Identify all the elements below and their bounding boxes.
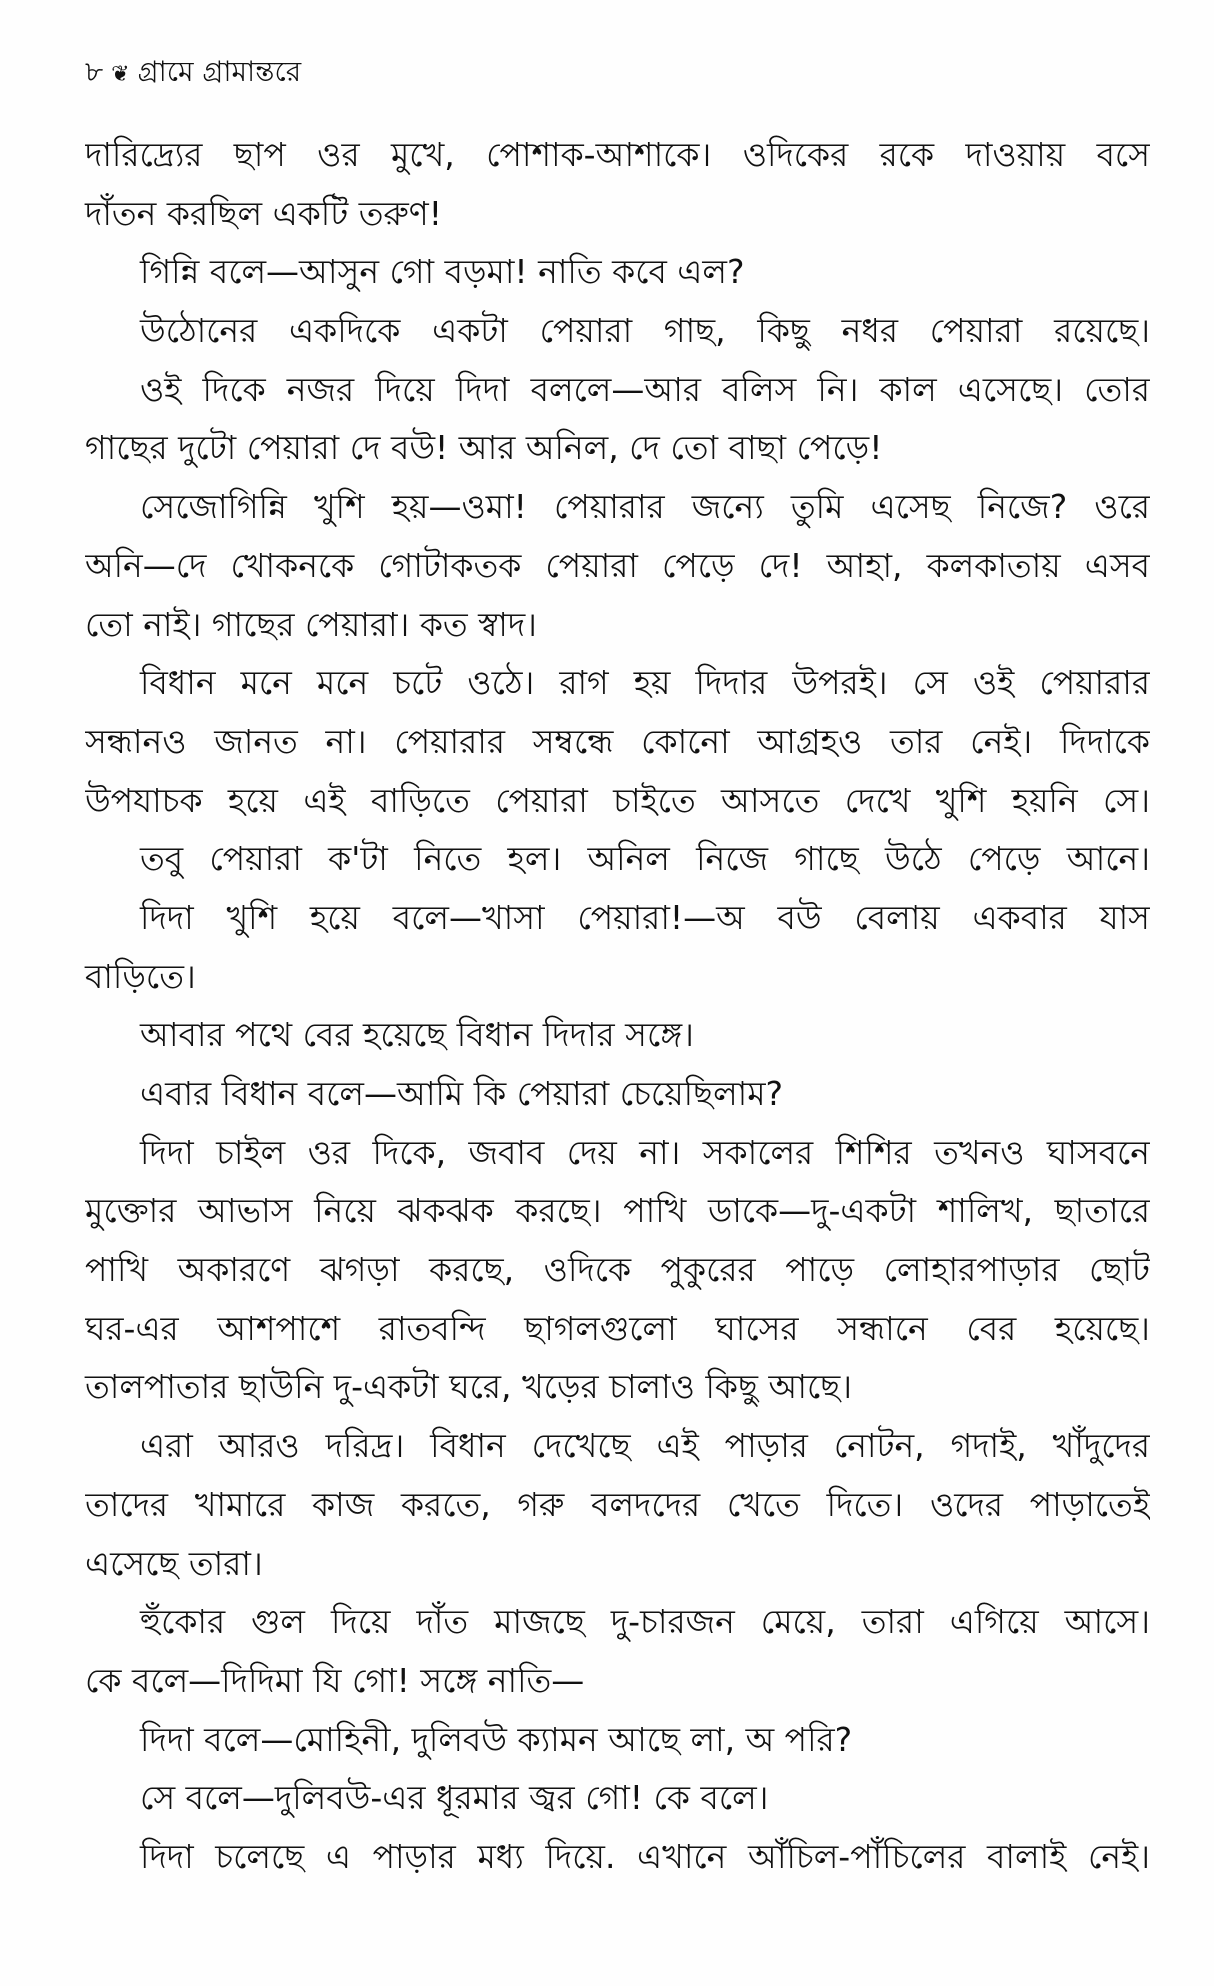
text-line: দারিদ্র্যের ছাপ ওর মুখে, পোশাক-আশাকে। ওদিকের রকে দাওয়ায় বসে: [85, 135, 1150, 174]
text-line: এরা আরও দরিদ্র। বিধান দেখেছে এই পাড়ার নোটন, গদাই, খাঁদুদের: [140, 1426, 1150, 1466]
text-line: কে বলে—দিদিমা যি গো! সঙ্গে নাতি—: [85, 1660, 585, 1700]
text-line: পাখি অকারণে ঝগড়া করছে, ওদিকে পুকুরের পাড়ে লোহারপাড়ার ছোট: [85, 1250, 1150, 1290]
text-line: দিদা বলে—মোহিনী, দুলিবউ ক্যামন আছে লা, অ পরি?: [140, 1719, 853, 1759]
running-header: [85, 52, 301, 95]
text-line: ওই দিকে নজর দিয়ে দিদা বললে—আর বলিস নি। কাল এসেছে। তোর: [140, 369, 1150, 409]
ornament-icon: ❦: [111, 62, 130, 87]
text-line: তালপাতার ছাউনি দু-একটা ঘরে, খড়ের চালাও কিছু আছে।: [85, 1367, 853, 1407]
text-line: দিদা খুশি হয়ে বলে—খাসা পেয়ারা!—অ বউ বেলায় একবার যাস: [140, 897, 1150, 937]
text-line: বাড়িতে।: [85, 956, 196, 996]
text-line: আবার পথে বের হয়েছে বিধান দিদার সঙ্গে।: [140, 1015, 694, 1055]
text-line: সেজোগিন্নি খুশি হয়—ওমা! পেয়ারার জন্যে তুমি এসেছ নিজে? ওরে: [140, 487, 1150, 527]
page-body: [85, 126, 1150, 1887]
text-line: গাছের দুটো পেয়ারা দে বউ! আর অনিল, দে তো বাছা পেড়ে!: [85, 428, 883, 468]
text-line: দিদা চাইল ওর দিকে, জবাব দেয় না। সকালের শিশির তখনও ঘাসবনে: [140, 1132, 1150, 1172]
text-line: এসেছে তারা।: [85, 1543, 263, 1583]
book-title: গ্রামে গ্রামান্তরে: [137, 55, 302, 88]
text-line: বিধান মনে মনে চটে ওঠে। রাগ হয় দিদার উপরই। সে ওই পেয়ারার: [140, 663, 1150, 703]
text-line: তাদের খামারে কাজ করতে, গরু বলদদের খেতে দিতে। ওদের পাড়াতেই: [85, 1484, 1150, 1524]
text-line: মুক্তোর আভাস নিয়ে ঝকঝক করছে। পাখি ডাকে—দু-একটা শালিখ, ছাতারে: [85, 1191, 1150, 1231]
text-line: সন্ধানও জানত না। পেয়ারার সম্বন্ধে কোনো আগ্রহও তার নেই। দিদাকে: [85, 721, 1150, 761]
text-line: তো নাই। গাছের পেয়ারা। কত স্বাদ।: [85, 604, 537, 644]
text-line: এবার বিধান বলে—আমি কি পেয়ারা চেয়েছিলাম?: [140, 1074, 784, 1113]
text-line: সে বলে—দুলিবউ-এর ধূরমার জ্বর গো! কে বলে।: [140, 1778, 769, 1818]
text-line: গিন্নি বলে—আসুন গো বড়মা! নাতি কবে এল?: [140, 252, 745, 292]
text-line: হুঁকোর গুল দিয়ে দাঁত মাজছে দু-চারজন মেয়ে, তারা এগিয়ে আসে।: [140, 1602, 1150, 1642]
text-line: অনি—দে খোকনকে গোটাকতক পেয়ারা পেড়ে দে! আহা, কলকাতায় এসব: [85, 545, 1150, 585]
text-line: উপযাচক হয়ে এই বাড়িতে পেয়ারা চাইতে আসতে দেখে খুশি হয়নি সে।: [85, 780, 1150, 820]
text-line: দিদা চলেছে এ পাড়ার মধ্য দিয়ে. এখানে আঁচিল-পাঁচিলের বালাই নেই।: [140, 1836, 1150, 1876]
page-number: ৮: [85, 55, 104, 88]
text-line: ঘর-এর আশপাশে রাতবন্দি ছাগলগুলো ঘাসের সন্ধানে বের হয়েছে।: [85, 1308, 1150, 1348]
text-line: দাঁতন করছিল একটি তরুণ!: [85, 193, 442, 233]
text-line: তবু পেয়ারা ক'টা নিতে হল। অনিল নিজে গাছে উঠে পেড়ে আনে।: [140, 839, 1150, 879]
text-line: উঠোনের একদিকে একটা পেয়ারা গাছ, কিছু নধর পেয়ারা রয়েছে।: [140, 311, 1150, 351]
